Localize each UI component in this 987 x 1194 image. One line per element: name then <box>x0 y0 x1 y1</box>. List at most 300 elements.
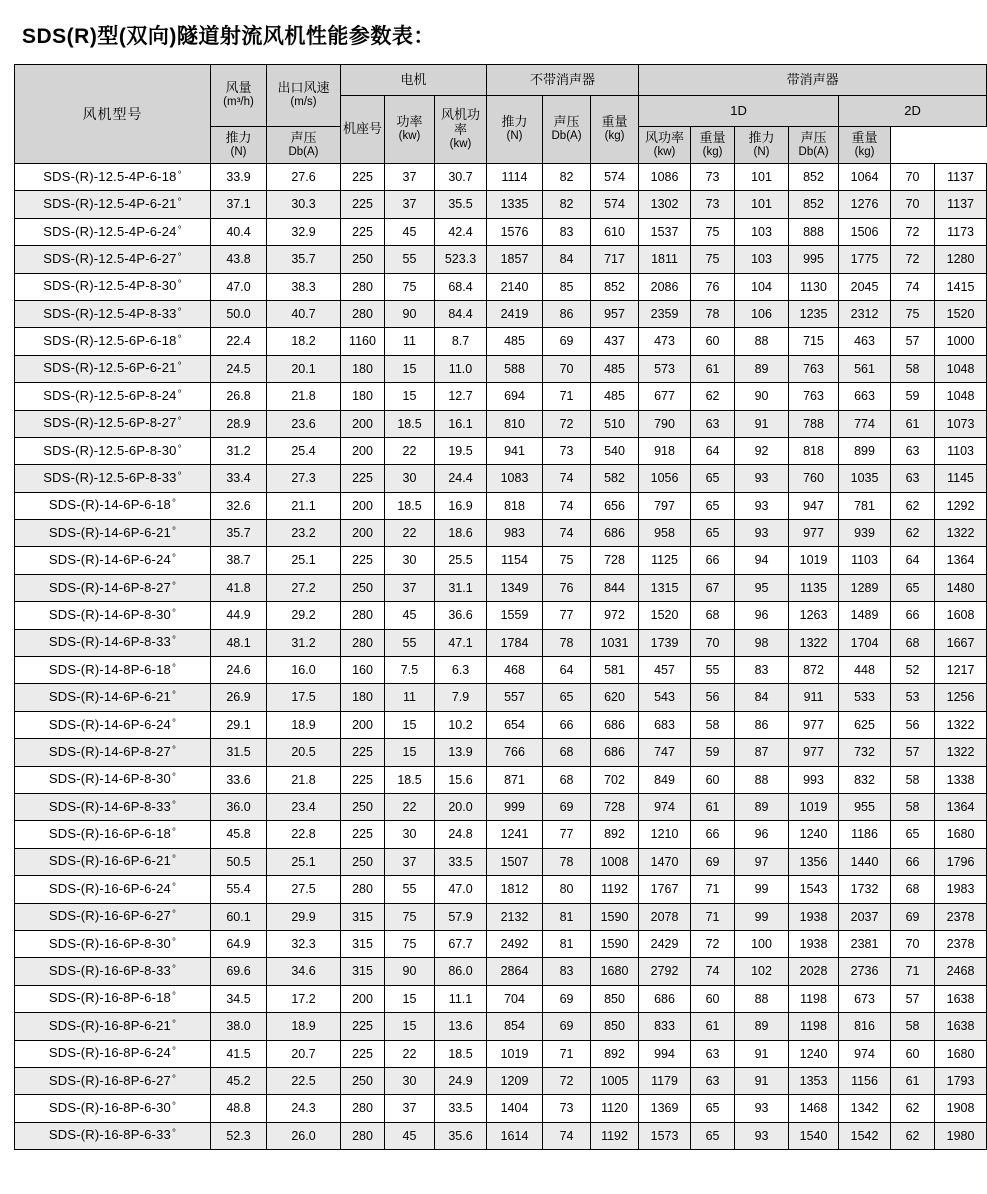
cell-value: 1173 <box>935 218 987 245</box>
table-row <box>15 1013 987 1040</box>
col-head-motor-power-label: 功率 <box>396 114 423 130</box>
table-row <box>15 273 987 300</box>
cell-value: 70 <box>691 629 735 656</box>
cell-value: 1137 <box>935 191 987 218</box>
cell-value: 200 <box>341 711 385 738</box>
col-head-velocity <box>267 65 341 127</box>
col-head-1d-spl-unit: Db(A) <box>288 145 319 158</box>
cell-value: 57.9 <box>435 903 487 930</box>
cell-value: 41.5 <box>211 1040 267 1067</box>
cell-value: 1235 <box>789 300 839 327</box>
table-row <box>15 520 987 547</box>
cell-value: 65 <box>543 684 591 711</box>
cell-value: 1364 <box>935 793 987 820</box>
cell-value: 32.9 <box>267 218 341 245</box>
cell-value: 68.4 <box>435 273 487 300</box>
table-row <box>15 328 987 355</box>
cell-value: 81 <box>543 930 591 957</box>
cell-value: 94 <box>735 547 789 574</box>
col-head-model: 风机型号 <box>15 65 211 164</box>
degree-symbol: ° <box>177 471 182 483</box>
cell-value: 31.2 <box>211 437 267 464</box>
table-row <box>15 602 987 629</box>
cell-value: 717 <box>591 246 639 273</box>
cell-value: 106 <box>735 300 789 327</box>
cell-value: 57 <box>891 985 935 1012</box>
cell-value: 543 <box>639 684 691 711</box>
cell-model: SDS-(R)-16-8P-6-30° <box>15 1095 211 1122</box>
cell-value: 66 <box>691 821 735 848</box>
col-head-fan-power-label: 风机功率 <box>441 106 481 137</box>
cell-value: 103 <box>735 246 789 273</box>
cell-value: 37.1 <box>211 191 267 218</box>
cell-value: 38.3 <box>267 273 341 300</box>
col-head-motor-seat: 机座号 <box>341 96 385 164</box>
cell-value: 1240 <box>789 821 839 848</box>
cell-value: 1980 <box>935 1122 987 1149</box>
table-row <box>15 218 987 245</box>
cell-value: 22 <box>385 437 435 464</box>
cell-value: 65 <box>891 574 935 601</box>
cell-value: 1356 <box>789 848 839 875</box>
cell-value: 1154 <box>487 547 543 574</box>
col-head-ns-weight-unit: (kg) <box>604 130 625 143</box>
cell-value: 72 <box>891 246 935 273</box>
cell-value: 1404 <box>487 1095 543 1122</box>
cell-value: 22 <box>385 520 435 547</box>
degree-symbol: ° <box>171 607 177 619</box>
cell-value: 68 <box>891 629 935 656</box>
cell-value: 71 <box>691 876 735 903</box>
cell-value: 62 <box>891 492 935 519</box>
cell-value: 37 <box>385 1095 435 1122</box>
cell-value: 63 <box>891 465 935 492</box>
cell-value: 65 <box>691 1095 735 1122</box>
cell-value: 766 <box>487 739 543 766</box>
cell-value: 17.5 <box>267 684 341 711</box>
cell-value: 510 <box>591 410 639 437</box>
cell-value: 1130 <box>789 273 839 300</box>
col-head-fan-power <box>435 96 487 164</box>
cell-value: 74 <box>891 273 935 300</box>
cell-value: 694 <box>487 383 543 410</box>
cell-value: 18.9 <box>267 711 341 738</box>
cell-value: 73 <box>543 1095 591 1122</box>
cell-value: 2078 <box>639 903 691 930</box>
cell-value: 55 <box>385 246 435 273</box>
cell-value: 790 <box>639 410 691 437</box>
cell-value: 250 <box>341 574 385 601</box>
col-head-motor-power-unit: (kw) <box>398 130 421 143</box>
cell-value: 61 <box>891 410 935 437</box>
cell-value: 32.6 <box>211 492 267 519</box>
cell-value: 1938 <box>789 930 839 957</box>
col-head-1d-fan-power <box>639 127 691 164</box>
cell-model: SDS-(R)-14-6P-8-33° <box>15 793 211 820</box>
cell-value: 18.2 <box>267 328 341 355</box>
cell-value: 2381 <box>839 930 891 957</box>
cell-value: 100 <box>735 930 789 957</box>
cell-value: 50.0 <box>211 300 267 327</box>
cell-value: 95 <box>735 574 789 601</box>
cell-value: 75 <box>385 903 435 930</box>
cell-value: 59 <box>691 739 735 766</box>
cell-value: 781 <box>839 492 891 519</box>
cell-value: 2378 <box>935 903 987 930</box>
cell-value: 999 <box>487 793 543 820</box>
cell-value: 1857 <box>487 246 543 273</box>
cell-value: 2864 <box>487 958 543 985</box>
cell-value: 1256 <box>935 684 987 711</box>
cell-value: 918 <box>639 437 691 464</box>
col-head-flow-label: 风量 <box>225 80 252 96</box>
cell-value: 677 <box>639 383 691 410</box>
fan-performance-table <box>14 64 987 1150</box>
cell-value: 797 <box>639 492 691 519</box>
cell-value: 78 <box>543 629 591 656</box>
cell-value: 84.4 <box>435 300 487 327</box>
cell-value: 957 <box>591 300 639 327</box>
cell-value: 852 <box>789 164 839 191</box>
cell-value: 1035 <box>839 465 891 492</box>
cell-model: SDS-(R)-14-6P-8-30° <box>15 602 211 629</box>
cell-value: 850 <box>591 1013 639 1040</box>
cell-value: 1811 <box>639 246 691 273</box>
table-row <box>15 1040 987 1067</box>
cell-value: 1468 <box>789 1095 839 1122</box>
cell-value: 65 <box>691 520 735 547</box>
cell-value: 315 <box>341 930 385 957</box>
cell-value: 1103 <box>935 437 987 464</box>
cell-value: 93 <box>735 1095 789 1122</box>
cell-value: 99 <box>735 876 789 903</box>
cell-value: 280 <box>341 1095 385 1122</box>
col-head-2d-weight <box>839 127 891 164</box>
cell-value: 29.1 <box>211 711 267 738</box>
cell-value: 40.7 <box>267 300 341 327</box>
cell-value: 27.3 <box>267 465 341 492</box>
col-head-2d-weight-unit: (kg) <box>854 145 875 158</box>
col-head-1d-thrust-label: 推力 <box>225 129 252 145</box>
cell-value: 1064 <box>839 164 891 191</box>
cell-value: 96 <box>735 821 789 848</box>
cell-value: 2492 <box>487 930 543 957</box>
cell-value: 2037 <box>839 903 891 930</box>
table-row <box>15 766 987 793</box>
cell-value: 1137 <box>935 164 987 191</box>
cell-value: 68 <box>891 876 935 903</box>
cell-value: 899 <box>839 437 891 464</box>
cell-value: 88 <box>735 328 789 355</box>
cell-value: 62 <box>891 1122 935 1149</box>
cell-value: 72 <box>543 410 591 437</box>
col-head-2d-spl-label: 声压 <box>800 129 827 145</box>
cell-value: 1315 <box>639 574 691 601</box>
cell-value: 55 <box>385 629 435 656</box>
cell-value: 573 <box>639 355 691 382</box>
cell-value: 91 <box>735 1067 789 1094</box>
cell-value: 47.0 <box>211 273 267 300</box>
cell-value: 99 <box>735 903 789 930</box>
cell-value: 11 <box>385 328 435 355</box>
table-row <box>15 410 987 437</box>
cell-value: 63 <box>691 1040 735 1067</box>
cell-value: 871 <box>487 766 543 793</box>
cell-value: 93 <box>735 520 789 547</box>
table-row <box>15 903 987 930</box>
cell-value: 73 <box>691 191 735 218</box>
cell-value: 994 <box>639 1040 691 1067</box>
cell-value: 18.9 <box>267 1013 341 1040</box>
cell-value: 24.3 <box>267 1095 341 1122</box>
cell-value: 763 <box>789 355 839 382</box>
cell-value: 1086 <box>639 164 691 191</box>
cell-value: 35.6 <box>435 1122 487 1149</box>
cell-value: 26.0 <box>267 1122 341 1149</box>
degree-symbol: ° <box>171 744 177 756</box>
cell-value: 69 <box>543 328 591 355</box>
degree-symbol: ° <box>171 1073 177 1085</box>
cell-value: 1019 <box>789 547 839 574</box>
cell-value: 48.8 <box>211 1095 267 1122</box>
cell-value: 1322 <box>935 520 987 547</box>
cell-value: 24.6 <box>211 657 267 684</box>
cell-value: 69 <box>543 1013 591 1040</box>
cell-value: 1135 <box>789 574 839 601</box>
degree-symbol: ° <box>171 553 177 565</box>
cell-value: 58 <box>891 355 935 382</box>
cell-value: 844 <box>591 574 639 601</box>
cell-value: 32.3 <box>267 930 341 957</box>
cell-value: 37 <box>385 574 435 601</box>
col-head-ns-spl-unit: Db(A) <box>551 130 582 143</box>
cell-model: SDS-(R)-14-6P-6-24° <box>15 711 211 738</box>
cell-value: 85 <box>543 273 591 300</box>
degree-symbol: ° <box>177 251 182 263</box>
cell-value: 180 <box>341 355 385 382</box>
col-head-1d-fan-power-unit: (kw) <box>653 145 676 158</box>
cell-value: 45 <box>385 602 435 629</box>
cell-value: 69 <box>543 985 591 1012</box>
cell-value: 82 <box>543 164 591 191</box>
cell-value: 457 <box>639 657 691 684</box>
cell-value: 69.6 <box>211 958 267 985</box>
col-head-no-silencer: 不带消声器 <box>487 65 639 96</box>
cell-model: SDS-(R)-16-8P-6-24° <box>15 1040 211 1067</box>
cell-value: 84 <box>735 684 789 711</box>
cell-value: 81 <box>543 903 591 930</box>
cell-value: 1983 <box>935 876 987 903</box>
cell-value: 485 <box>591 355 639 382</box>
cell-value: 64 <box>691 437 735 464</box>
table-row <box>15 684 987 711</box>
cell-value: 15 <box>385 1013 435 1040</box>
cell-value: 20.5 <box>267 739 341 766</box>
cell-value: 225 <box>341 465 385 492</box>
degree-symbol: ° <box>171 936 177 948</box>
cell-value: 280 <box>341 629 385 656</box>
cell-value: 732 <box>839 739 891 766</box>
cell-value: 1489 <box>839 602 891 629</box>
cell-value: 2419 <box>487 300 543 327</box>
cell-value: 73 <box>691 164 735 191</box>
cell-value: 200 <box>341 985 385 1012</box>
cell-value: 1289 <box>839 574 891 601</box>
cell-value: 315 <box>341 903 385 930</box>
cell-value: 686 <box>591 739 639 766</box>
cell-value: 1209 <box>487 1067 543 1094</box>
cell-value: 24.5 <box>211 355 267 382</box>
cell-value: 1638 <box>935 985 987 1012</box>
cell-value: 78 <box>543 848 591 875</box>
degree-symbol: ° <box>171 1046 177 1058</box>
cell-value: 1186 <box>839 821 891 848</box>
cell-value: 18.5 <box>385 766 435 793</box>
cell-value: 36.0 <box>211 793 267 820</box>
table-row <box>15 848 987 875</box>
cell-model: SDS-(R)-14-6P-6-21° <box>15 684 211 711</box>
cell-value: 21.1 <box>267 492 341 519</box>
cell-value: 849 <box>639 766 691 793</box>
cell-value: 2312 <box>839 300 891 327</box>
col-head-2d-thrust-unit: (N) <box>753 145 770 158</box>
cell-value: 37 <box>385 848 435 875</box>
cell-value: 977 <box>789 711 839 738</box>
cell-value: 65 <box>891 821 935 848</box>
cell-value: 64 <box>543 657 591 684</box>
cell-value: 1263 <box>789 602 839 629</box>
cell-value: 38.7 <box>211 547 267 574</box>
cell-value: 45 <box>385 218 435 245</box>
cell-value: 1241 <box>487 821 543 848</box>
cell-value: 250 <box>341 246 385 273</box>
cell-value: 977 <box>789 739 839 766</box>
cell-value: 33.5 <box>435 1095 487 1122</box>
cell-value: 250 <box>341 848 385 875</box>
cell-value: 993 <box>789 766 839 793</box>
cell-value: 1739 <box>639 629 691 656</box>
cell-model: SDS-(R)-16-8P-6-27° <box>15 1067 211 1094</box>
cell-value: 13.9 <box>435 739 487 766</box>
cell-value: 37 <box>385 191 435 218</box>
table-row <box>15 1095 987 1122</box>
cell-value: 44.9 <box>211 602 267 629</box>
cell-value: 280 <box>341 273 385 300</box>
cell-value: 22.8 <box>267 821 341 848</box>
cell-model: SDS-(R)-12.5-6P-8-30° <box>15 437 211 464</box>
cell-value: 180 <box>341 383 385 410</box>
cell-value: 760 <box>789 465 839 492</box>
cell-value: 101 <box>735 164 789 191</box>
cell-value: 832 <box>839 766 891 793</box>
degree-symbol: ° <box>177 416 182 428</box>
cell-value: 2736 <box>839 958 891 985</box>
table-row <box>15 246 987 273</box>
cell-value: 1784 <box>487 629 543 656</box>
cell-value: 52 <box>891 657 935 684</box>
cell-value: 1440 <box>839 848 891 875</box>
cell-value: 27.2 <box>267 574 341 601</box>
cell-value: 1240 <box>789 1040 839 1067</box>
cell-value: 30 <box>385 547 435 574</box>
cell-value: 22 <box>385 1040 435 1067</box>
cell-value: 625 <box>839 711 891 738</box>
col-head-motor: 电机 <box>341 65 487 96</box>
cell-value: 941 <box>487 437 543 464</box>
cell-value: 58 <box>891 766 935 793</box>
cell-value: 64.9 <box>211 930 267 957</box>
cell-value: 1667 <box>935 629 987 656</box>
cell-value: 225 <box>341 1013 385 1040</box>
cell-value: 43.8 <box>211 246 267 273</box>
cell-model: SDS-(R)-14-6P-8-33° <box>15 629 211 656</box>
cell-value: 93 <box>735 492 789 519</box>
cell-value: 82 <box>543 191 591 218</box>
cell-value: 102 <box>735 958 789 985</box>
cell-value: 18.6 <box>435 520 487 547</box>
cell-value: 75 <box>691 218 735 245</box>
cell-value: 21.8 <box>267 383 341 410</box>
cell-value: 2086 <box>639 273 691 300</box>
cell-value: 67 <box>691 574 735 601</box>
cell-value: 468 <box>487 657 543 684</box>
cell-value: 56 <box>891 711 935 738</box>
cell-value: 250 <box>341 793 385 820</box>
cell-value: 1322 <box>789 629 839 656</box>
col-head-1d-thrust-unit: (N) <box>230 145 247 158</box>
cell-value: 75 <box>891 300 935 327</box>
cell-value: 225 <box>341 739 385 766</box>
cell-value: 1507 <box>487 848 543 875</box>
cell-value: 1796 <box>935 848 987 875</box>
cell-value: 86 <box>735 711 789 738</box>
cell-value: 75 <box>543 547 591 574</box>
cell-value: 88 <box>735 766 789 793</box>
cell-value: 892 <box>591 1040 639 1067</box>
cell-value: 55 <box>385 876 435 903</box>
degree-symbol: ° <box>177 388 182 400</box>
col-head-ns-thrust-label: 推力 <box>501 114 528 130</box>
degree-symbol: ° <box>171 525 177 537</box>
cell-value: 225 <box>341 766 385 793</box>
degree-symbol: ° <box>171 827 177 839</box>
degree-symbol: ° <box>171 799 177 811</box>
cell-value: 67.7 <box>435 930 487 957</box>
degree-symbol: ° <box>171 1128 177 1140</box>
cell-value: 23.2 <box>267 520 341 547</box>
cell-value: 2378 <box>935 930 987 957</box>
cell-value: 87 <box>735 739 789 766</box>
cell-value: 16.0 <box>267 657 341 684</box>
cell-value: 1680 <box>935 821 987 848</box>
cell-value: 61 <box>891 1067 935 1094</box>
cell-value: 7.9 <box>435 684 487 711</box>
cell-value: 747 <box>639 739 691 766</box>
cell-value: 56 <box>691 684 735 711</box>
cell-value: 1590 <box>591 930 639 957</box>
cell-value: 75 <box>385 930 435 957</box>
cell-value: 225 <box>341 821 385 848</box>
cell-model: SDS-(R)-12.5-4P-6-18° <box>15 164 211 191</box>
cell-value: 485 <box>591 383 639 410</box>
cell-value: 1559 <box>487 602 543 629</box>
cell-value: 75 <box>385 273 435 300</box>
table-header <box>15 65 987 164</box>
cell-value: 704 <box>487 985 543 1012</box>
cell-value: 6.3 <box>435 657 487 684</box>
cell-value: 582 <box>591 465 639 492</box>
cell-value: 62 <box>891 520 935 547</box>
